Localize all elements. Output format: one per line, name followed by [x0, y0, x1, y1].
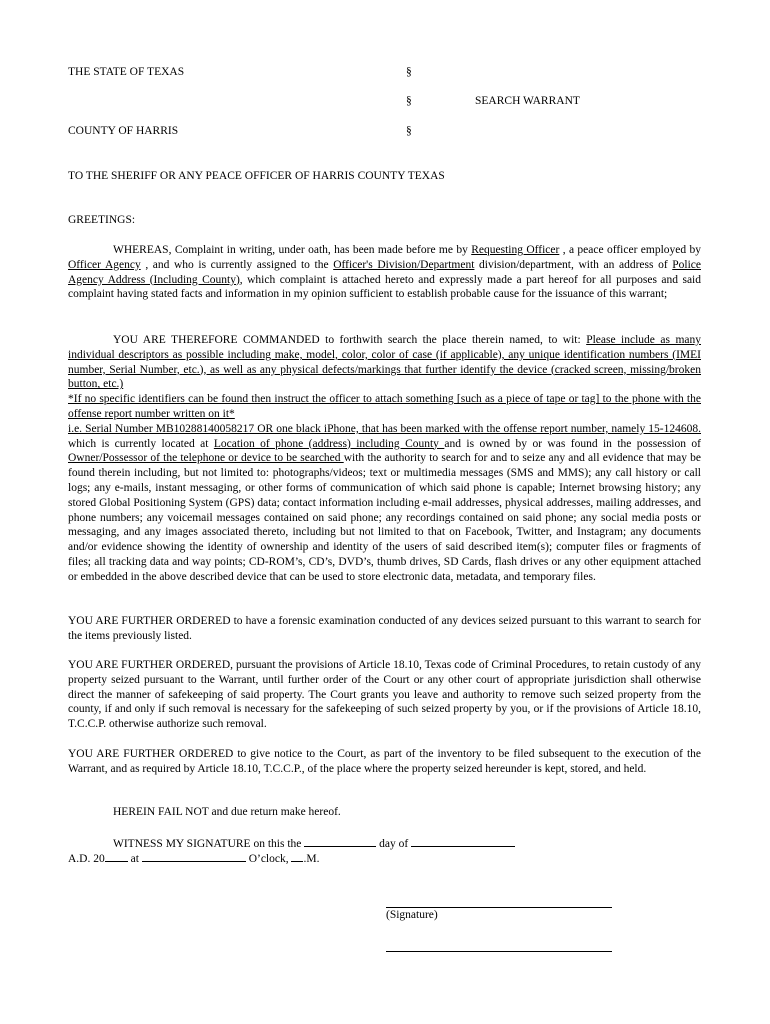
witness-text: .M.	[303, 853, 320, 865]
device-example-field: i.e. Serial Number MB10288140058217 OR one black iPhone, that has been marked with the offense report number, namely 15-124608.	[68, 422, 701, 435]
further-ordered-custody: YOU ARE FURTHER ORDERED, pursuant the provisions of Article 18.10, Texas code of Criminal Procedures, to retain custody of any property seized pursuant to the Warrant, until further order of the Court or any other court of appropriate jurisdiction shall otherwise direct the manner of safekeeping of said property. The Court grants you leave and authority to remove such seized property from the county, if and only if such removal is necessary for the safekeeping of such seized property by you, or if the provisions of Article 18.10, T.C.C.P. otherwise authorize such removal.	[68, 659, 701, 731]
day-blank	[304, 836, 376, 847]
witness-text: day of	[376, 838, 412, 850]
commanded-text: and is owned by or was found in the possession of	[444, 437, 701, 450]
whereas-text: , which complaint is attached hereto and expressly made a part hereof for all purposes and said complaint having stated facts and information in my opinion sufficient to establish probable cause for the issuance of this warrant;	[68, 273, 702, 301]
ampm-blank	[291, 851, 303, 862]
witness-text: WITNESS MY SIGNATURE on this the	[113, 838, 305, 850]
further-ordered-notice: YOU ARE FURTHER ORDERED to give notice to the Court, as part of the inventory to be filed subsequent to the execution of the Warrant, and as required by Article 18.10, T.C.C.P., of the place where the property seized hereunder is kept, stored, and held.	[68, 748, 701, 775]
signature-line	[386, 907, 612, 908]
commanded-text: which is currently located at	[68, 437, 214, 450]
section-mark: §	[406, 125, 412, 137]
witness-text: O’clock,	[245, 853, 292, 865]
county-caption: COUNTY OF HARRIS	[68, 125, 179, 137]
device-description-field: Please include as many individual descriptors as possible including make, model, color, color of case (if applicable), any unique identification numbers (IMEI number, Serial Number, etc.), as well as any physical defects/markings that further identify the device (cracked screen, missing/broken button, etc.)	[68, 334, 701, 391]
witness-text: at	[127, 853, 142, 865]
commanded-paragraph	[68, 333, 701, 585]
whereas-text: , and who is currently assigned to the	[140, 258, 334, 271]
requesting-officer-field: Requesting Officer	[471, 244, 560, 256]
phone-location-field: Location of phone (address) including County	[213, 437, 445, 450]
agency-address-field: Police Agency Address (Including County)	[68, 258, 701, 286]
whereas-text: , a peace officer employed by	[559, 244, 701, 256]
month-blank	[411, 836, 515, 847]
time-blank	[142, 851, 246, 862]
commanded-text: YOU ARE THEREFORE COMMANDED to forthwith search the place therein named, to wit:	[113, 334, 587, 346]
section-mark: §	[406, 95, 412, 107]
whereas-paragraph	[68, 243, 701, 302]
witness-text: A.D. 20	[68, 853, 105, 865]
officer-division-field: Officer's Division/Department	[333, 258, 475, 271]
address-line: TO THE SHERIFF OR ANY PEACE OFFICER OF HARRIS COUNTY TEXAS	[68, 170, 445, 182]
officer-agency-field: Officer Agency	[68, 258, 141, 271]
whereas-text: WHEREAS, Complaint in writing, under oath, has been made before me by	[113, 244, 472, 256]
commanded-text: with the authority to search for and to seize any and all evidence that may be found therein including, but not limited to: photographs/videos; text or multimedia messages (SMS and MMS); any call history or call logs; any e-mails, instant messaging, or other forms of communication of which said phone is capable; Internet browsing history; any stored Global Positioning System (GPS) data; contact information including e-mail addresses, physical addresses, mailing addresses, and phone numbers; any voicemail messages contained on said phone; any recordings contained on said phone; any social media posts or messaging, and any images associated thereto, including but not limited to that on Facebook, Twitter, and Instagram; any documents and/or evidence showing the identity of ownership and identity of the users of said described item(s); computer files or fragments of files; all tracking data and way points; CD-ROM’s, CD’s, DVD’s, thumb drives, SD Cards, flash drives or any other equipment attached or embedded in the above described device that can be used to store electronic data, metadata, and temporary files.	[68, 452, 701, 583]
second-signature-line	[386, 951, 612, 952]
date-time-line	[68, 851, 319, 865]
greetings: GREETINGS:	[68, 214, 136, 226]
further-ordered-forensic: YOU ARE FURTHER ORDERED to have a forensic examination conducted of any devices seized pursuant to this warrant to search for the items previously listed.	[68, 615, 701, 642]
signature-label: (Signature)	[386, 909, 438, 921]
witness-line	[113, 836, 515, 850]
document-title: SEARCH WARRANT	[475, 95, 580, 107]
year-blank	[105, 851, 128, 862]
fail-not-line: HEREIN FAIL NOT and due return make hereof.	[113, 806, 341, 818]
whereas-text: division/department, with an address of	[474, 258, 673, 271]
state-caption: THE STATE OF TEXAS	[68, 66, 185, 78]
section-mark: §	[406, 66, 412, 78]
owner-possessor-field: Owner/Possessor of the telephone or device to be searched	[68, 452, 344, 465]
identifier-instruction-field: *If no specific identifiers can be found then instruct the officer to attach something [such as a piece of tape or tag] to the phone with the offense report number written on it*	[68, 393, 701, 420]
